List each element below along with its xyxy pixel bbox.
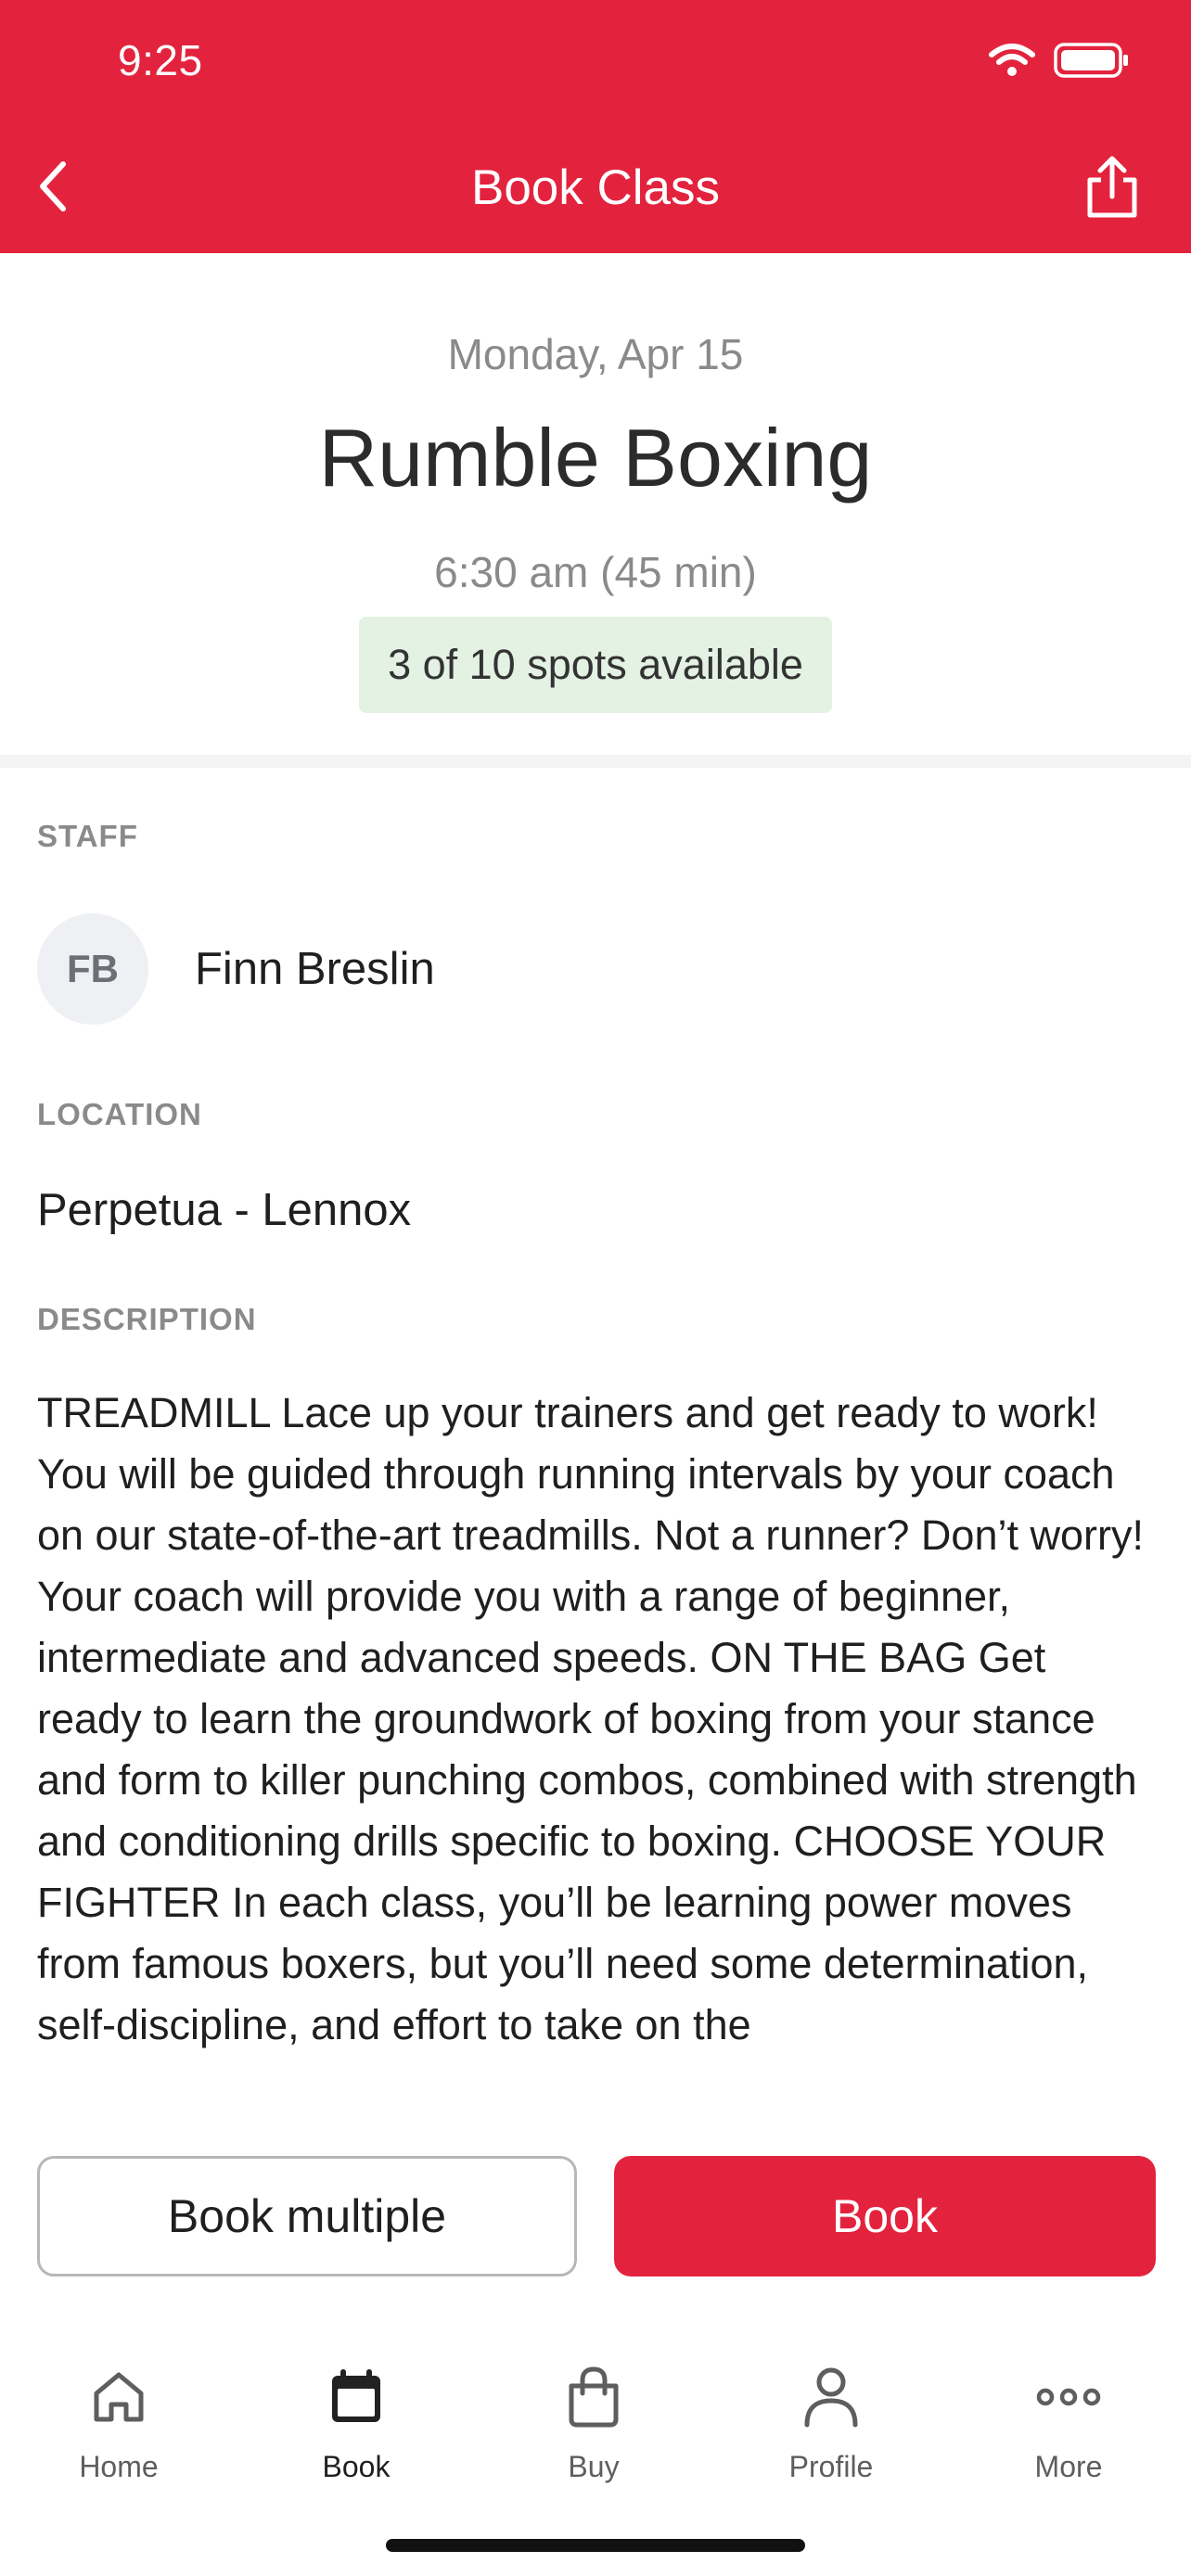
home-indicator[interactable] xyxy=(386,2539,805,2552)
class-date: Monday, Apr 15 xyxy=(447,330,744,378)
section-divider xyxy=(0,755,1191,768)
book-multiple-button[interactable]: Book multiple xyxy=(37,2156,577,2276)
tab-book-label: Book xyxy=(322,2450,391,2483)
tab-buy-label: Buy xyxy=(568,2450,620,2483)
person-icon xyxy=(797,2363,865,2431)
staff-label: STAFF xyxy=(37,819,138,853)
avatar: FB xyxy=(37,913,148,1025)
staff-name[interactable]: Finn Breslin xyxy=(195,944,435,994)
tab-buy[interactable] xyxy=(475,2327,712,2485)
status-icons xyxy=(989,43,1130,83)
more-dots-icon xyxy=(1034,2363,1103,2431)
shopping-bag-icon xyxy=(559,2363,628,2431)
location-label: LOCATION xyxy=(37,1097,202,1131)
home-icon xyxy=(84,2363,153,2431)
class-time: 6:30 am (45 min) xyxy=(434,548,757,596)
class-title: Rumble Boxing xyxy=(318,412,873,504)
location-value[interactable]: Perpetua - Lennox xyxy=(37,1185,412,1235)
page-title: Book Class xyxy=(470,160,721,215)
wifi-icon xyxy=(989,44,1035,82)
share-button[interactable] xyxy=(1080,152,1145,223)
battery-icon xyxy=(1054,43,1130,83)
tab-bar xyxy=(0,2327,1191,2485)
tab-more[interactable] xyxy=(950,2327,1187,2485)
app-header xyxy=(0,0,1191,253)
tab-book[interactable] xyxy=(237,2327,475,2485)
tab-profile-label: Profile xyxy=(788,2450,874,2483)
class-summary xyxy=(0,253,1191,766)
spots-available-badge: 3 of 10 spots available xyxy=(359,617,832,713)
tab-profile[interactable] xyxy=(712,2327,950,2485)
share-icon xyxy=(1082,154,1142,221)
tab-home[interactable] xyxy=(0,2327,237,2485)
class-description: TREADMILL Lace up your trainers and get ready to work! You will be guided through running intervals by your coach on our state-of-the-art treadmills. Not a runner? Don’t worry! Your coach will provide you with a range of beginner, intermediate and advanced speeds. ON THE BAG Get ready to learn the groundwork of boxing from your stance and form to killer punching combos, combined with strength and conditioning drills specific to boxing. CHOOSE YOUR FIGHTER In each class, you’ll be learning power moves from famous boxers, but you’ll need some determination, self-discipline, and effort to take on the xyxy=(37,1389,1144,2048)
tab-more-label: More xyxy=(1034,2450,1103,2483)
tab-home-label: Home xyxy=(79,2450,159,2483)
book-button[interactable]: Book xyxy=(614,2156,1156,2276)
calendar-icon xyxy=(322,2363,391,2431)
description-label: DESCRIPTION xyxy=(37,1302,257,1336)
status-time: 9:25 xyxy=(118,36,203,84)
